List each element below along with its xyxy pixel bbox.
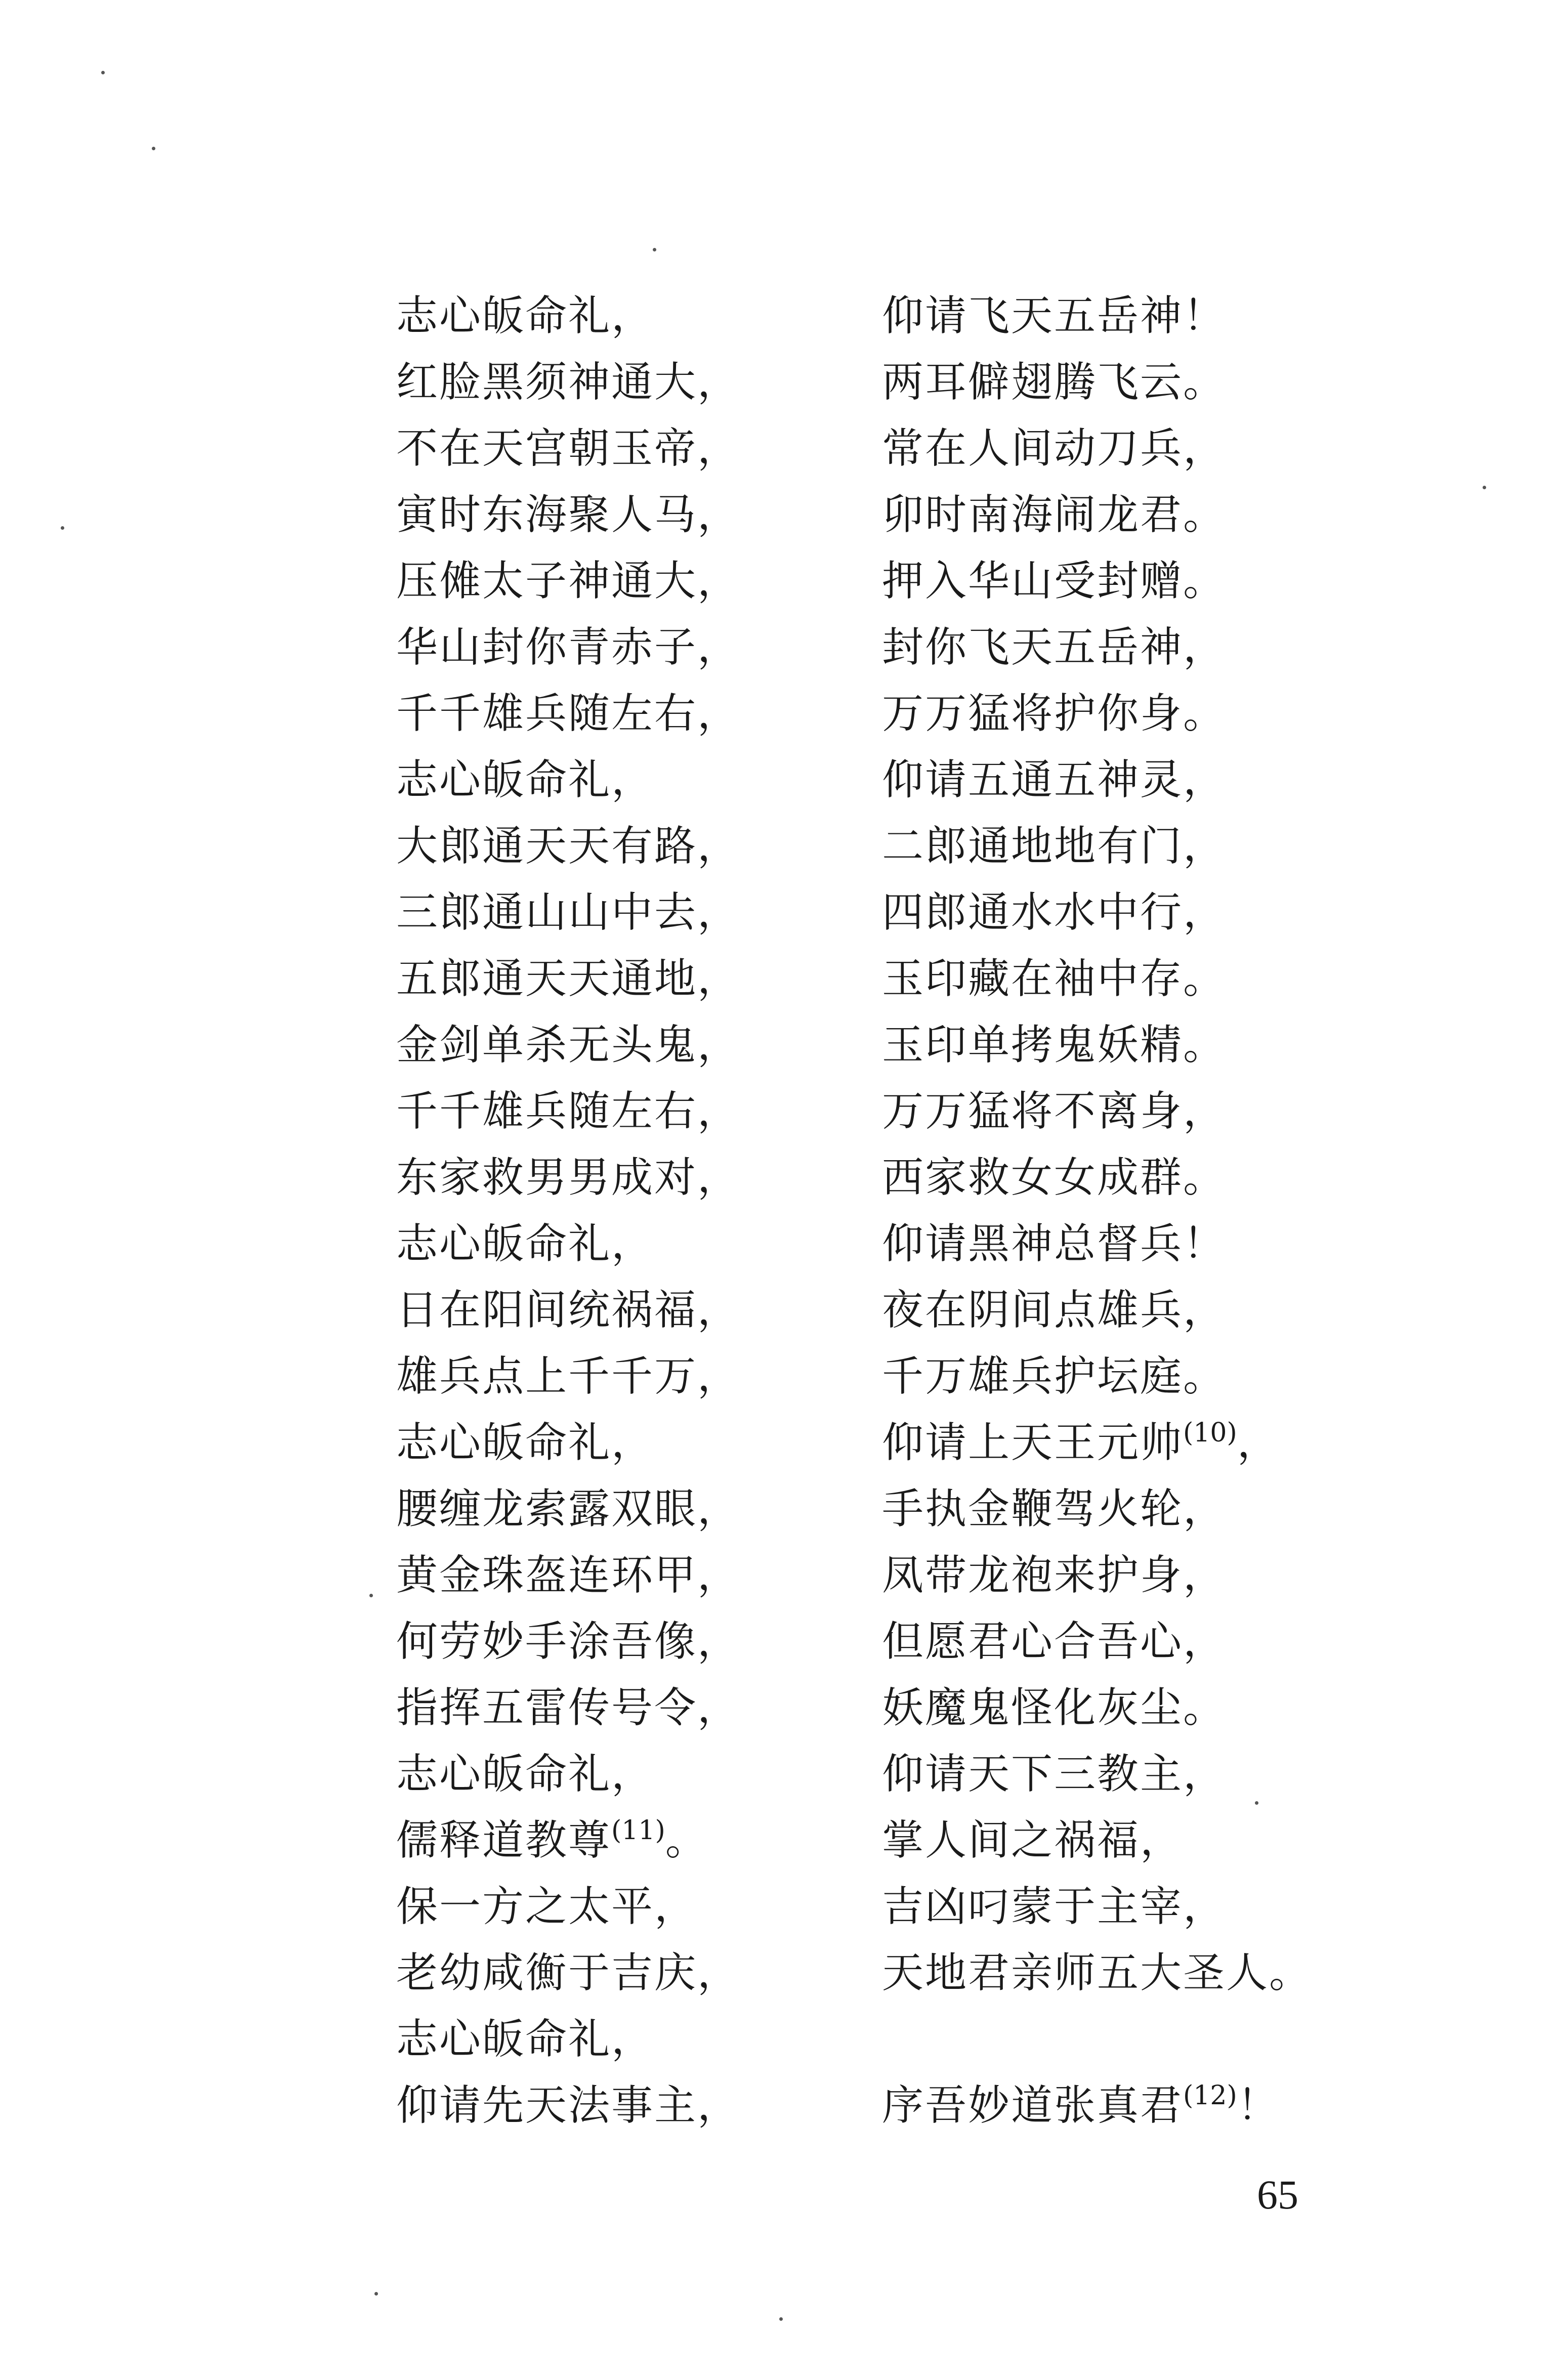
footnote-marker: (11) xyxy=(611,1815,665,1846)
verse-line-left: 志心皈命礼， xyxy=(396,1419,655,1467)
verse-line-right: 吉凶叼蒙于主宰， xyxy=(882,1883,1227,1931)
verse-line-left: 千千雄兵随左右， xyxy=(396,690,741,738)
verse-line-right: 西家救女女成群。 xyxy=(882,1154,1227,1202)
page-number: 65 xyxy=(1257,2172,1298,2218)
verse-line-right: 仰请五通五神灵， xyxy=(882,756,1227,804)
verse-text: 序吾妙道张真君 xyxy=(882,2081,1184,2130)
verse-line-right: 封你飞天五岳神， xyxy=(882,623,1227,671)
verse-line-right: 夜在阴间点雄兵， xyxy=(882,1286,1227,1334)
verse-body xyxy=(396,288,1332,2144)
verse-line-left: 何劳妙手涂吾像， xyxy=(396,1618,741,1666)
verse-line-left: 老幼咸𢖍于吉庆， xyxy=(396,1949,741,1997)
footnote-marker: (10) xyxy=(1183,1418,1237,1448)
verse-punctuation: ， xyxy=(1237,1419,1280,1467)
verse-line-right: 玉印单拷鬼妖精。 xyxy=(882,1021,1227,1069)
verse-line-right: 手执金鞭驾火轮， xyxy=(882,1485,1227,1533)
verse-line-right: 掌人间之祸福， xyxy=(882,1816,1184,1864)
verse-line-left: 志心皈命礼， xyxy=(396,756,655,804)
verse-line-right: 押入华山受封赠。 xyxy=(882,557,1227,605)
verse-line-left: 指挥五雷传号令， xyxy=(396,1684,741,1732)
verse-line-right: 玉印藏在袖中存。 xyxy=(882,955,1227,1003)
verse-line-left: 大郎通天天有路， xyxy=(396,822,741,870)
verse-line-left: 志心皈命礼， xyxy=(396,1220,655,1268)
scan-speck xyxy=(1483,486,1486,489)
verse-line-left: 保一方之太平， xyxy=(396,1883,698,1931)
verse-line-right: 万万猛将护你身。 xyxy=(882,690,1227,738)
verse-line-left: 志心皈命礼， xyxy=(396,1750,655,1798)
verse-line-right: 常在人间动刀兵， xyxy=(882,424,1227,473)
verse-line-left: 黄金珠盔连环甲， xyxy=(396,1551,741,1599)
verse-line-left: 日在阳间统祸福， xyxy=(396,1286,741,1334)
verse-line-right: 仰请飞天五岳神！ xyxy=(882,292,1227,340)
scan-speck xyxy=(653,248,656,251)
verse-line-left xyxy=(396,1813,882,1868)
verse-line-left: 仰请先天法事主， xyxy=(396,2081,741,2130)
verse-line-left: 腰缠龙索露双眼， xyxy=(396,1485,741,1533)
verse-line-right: 二郎通地地有门， xyxy=(882,822,1227,870)
verse-line-left: 三郎通山山中去， xyxy=(396,888,741,937)
verse-line-right xyxy=(882,2078,1332,2134)
verse-punctuation: ！ xyxy=(1237,2081,1280,2130)
scan-speck xyxy=(369,1594,373,1597)
verse-line-left: 志心皈命礼， xyxy=(396,2015,655,2063)
verse-line-left: 不在天宫朝玉帝， xyxy=(396,424,741,473)
verse-punctuation: 。 xyxy=(665,1816,708,1864)
verse-line-right: 仰请天下三教主， xyxy=(882,1750,1227,1798)
verse-line-left: 雄兵点上千千万， xyxy=(396,1352,741,1400)
verse-line-right: 天地君亲师五大圣人。 xyxy=(882,1949,1313,1997)
verse-line-left: 红脸黑须神通大， xyxy=(396,358,741,406)
verse-text: 仰请上天王元帅 xyxy=(882,1419,1184,1467)
verse-line-left: 千千雄兵随左右， xyxy=(396,1087,741,1135)
verse-line-right: 四郎通水水中行， xyxy=(882,888,1227,937)
verse-line-left: 压傩太子神通大， xyxy=(396,557,741,605)
verse-line-left: 寅时东海聚人马， xyxy=(396,491,741,539)
verse-line-right: 但愿君心合吾心， xyxy=(882,1618,1227,1666)
verse-line-left: 志心皈命礼， xyxy=(396,292,655,340)
verse-text: 儒释道教尊 xyxy=(396,1816,612,1864)
scan-speck xyxy=(152,147,155,150)
verse-line-left: 华山封你青赤子， xyxy=(396,623,741,671)
verse-line-right: 千万雄兵护坛庭。 xyxy=(882,1352,1227,1400)
scan-speck xyxy=(1255,1801,1258,1805)
verse-line-right: 两耳僻翅腾飞云。 xyxy=(882,358,1227,406)
scan-speck xyxy=(374,2292,378,2296)
scan-speck xyxy=(61,526,64,530)
verse-line-right: 万万猛将不离身， xyxy=(882,1087,1227,1135)
verse-line-left: 五郎通天天通地， xyxy=(396,955,741,1003)
verse-line-left: 金剑单杀无头鬼， xyxy=(396,1021,741,1069)
verse-line-right: 凤带龙袍来护身， xyxy=(882,1551,1227,1599)
verse-line-right xyxy=(882,1415,1332,1471)
verse-line-left: 东家救男男成对， xyxy=(396,1154,741,1202)
scan-speck xyxy=(101,71,105,74)
scan-speck xyxy=(779,2317,783,2321)
footnote-marker: (12) xyxy=(1183,2080,1237,2111)
verse-line-right: 妖魔鬼怪化灰尘。 xyxy=(882,1684,1227,1732)
verse-line-right: 仰请黑神总督兵！ xyxy=(882,1220,1227,1268)
verse-line-right: 卯时南海闹龙君。 xyxy=(882,491,1227,539)
